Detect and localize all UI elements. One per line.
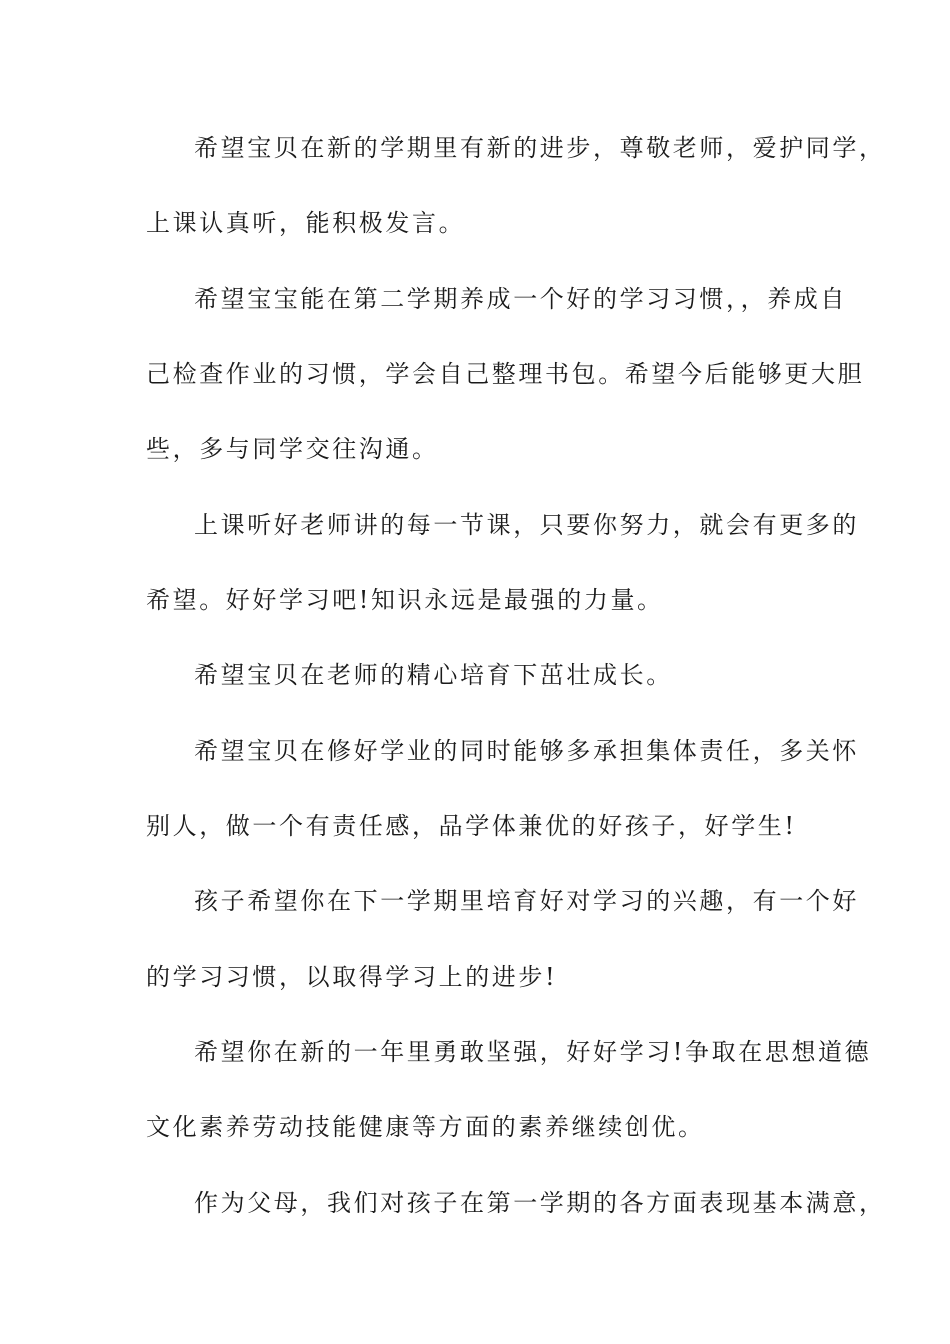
paragraph-3-line-2: 希望。好好学习吧!知识永远是最强的力量。 xyxy=(146,586,664,614)
paragraph-2-line-1: 希望宝宝能在第二学期养成一个好的学习习惯，，养成自 xyxy=(194,285,847,313)
paragraph-7-line-1: 希望你在新的一年里勇敢坚强，好好学习!争取在思想道德 xyxy=(194,1038,872,1066)
paragraph-5-line-1: 希望宝贝在修好学业的同时能够多承担集体责任，多关怀 xyxy=(194,737,859,765)
paragraph-3-line-1: 上课听好老师讲的每一节课，只要你努力，就会有更多的 xyxy=(194,511,859,539)
paragraph-1-line-2: 上课认真听，能积极发言。 xyxy=(146,209,466,237)
paragraph-2-line-3: 些，多与同学交往沟通。 xyxy=(146,435,439,463)
paragraph-4-line-1: 希望宝贝在老师的精心培育下茁壮成长。 xyxy=(194,661,673,689)
paragraph-7-line-2: 文化素养劳动技能健康等方面的素养继续创优。 xyxy=(146,1113,705,1141)
paragraph-8-line-1: 作为父母，我们对孩子在第一学期的各方面表现基本满意， xyxy=(194,1189,886,1217)
paragraph-2-line-2: 己检查作业的习惯，学会自己整理书包。希望今后能够更大胆 xyxy=(146,360,865,388)
paragraph-6-line-2: 的学习习惯，以取得学习上的进步! xyxy=(146,963,558,991)
paragraph-6-line-1: 孩子希望你在下一学期里培育好对学习的兴趣，有一个好 xyxy=(194,887,859,915)
paragraph-5-line-2: 别人，做一个有责任感，品学体兼优的好孩子，好学生! xyxy=(146,812,797,840)
paragraph-1-line-1: 希望宝贝在新的学期里有新的进步，尊敬老师，爱护同学， xyxy=(194,134,886,162)
